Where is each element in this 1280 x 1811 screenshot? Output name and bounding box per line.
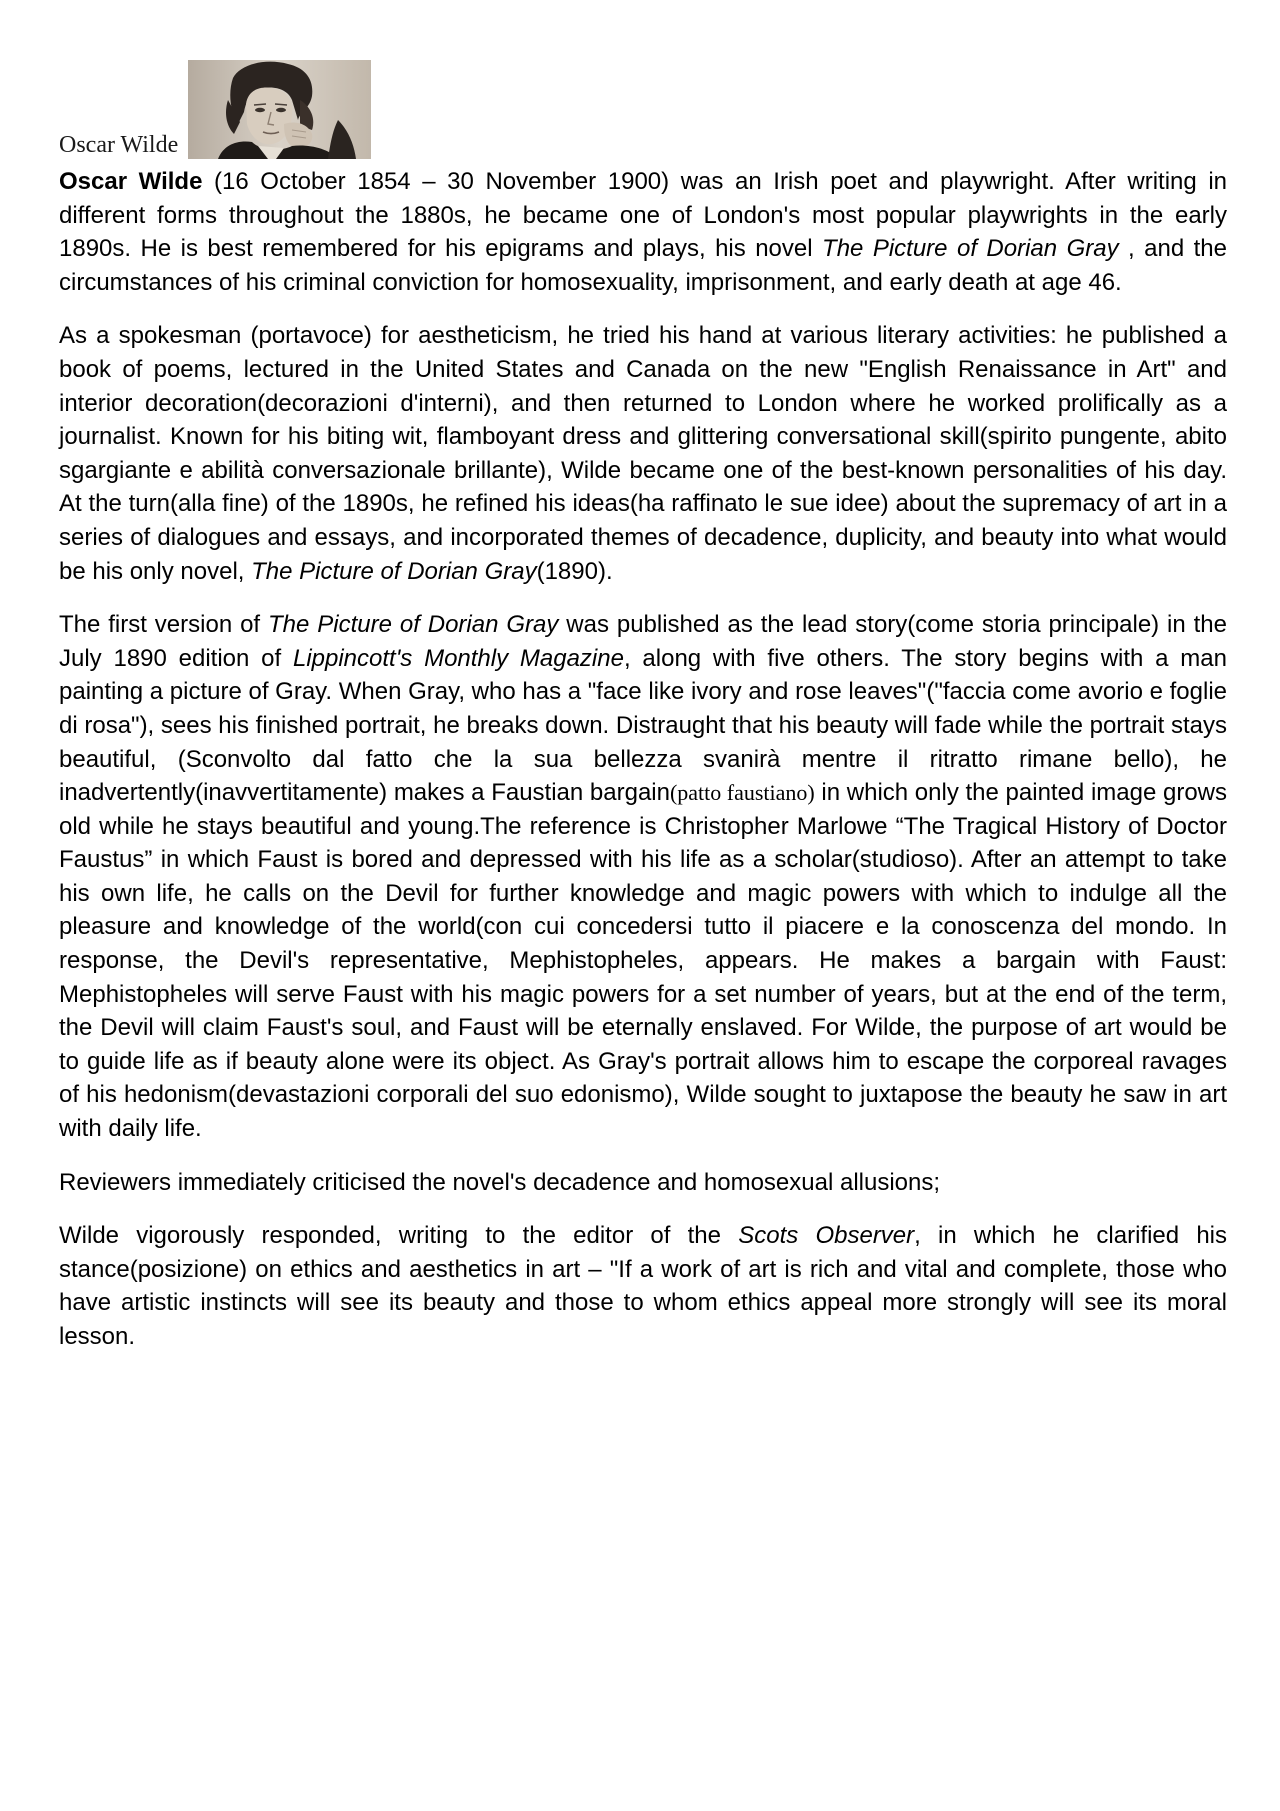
paragraph-reviewers: Reviewers immediately criticised the novel's decadence and homosexual allusions;: [59, 1168, 941, 1196]
document-page: [59, 58, 1227, 1374]
text-span: , along with five others. The story begins with a man painting a picture of Gray. When Gray, who has a "face like ivory and rose leaves"("faccia come avorio e foglie di rosa"), sees his finished portrait, he breaks down. Distraught that his beauty will fade while the portrait stays beautiful, (Sconvolto dal fatto che la sua bellezza svanirà mentre il ritratto rimane bello), he inadvertently(inavvertitamente) makes a Faustian bargain: [59, 644, 1227, 807]
text-span: in which only the painted image grows old while he stays beautiful and young.The reference is Christopher Marlowe “The Tragical History of Doctor Faustus” in which Faust is bored and depressed with his life as a scholar(studioso). After an attempt to take his own life, he calls on the Devil for further knowledge and magic powers with which to indulge all the pleasure and knowledge of the world(con cui concedersi tutto il piacere e la conoscenza del mondo. In response, the Devil's representative, Mephistopheles, appears. He makes a bargain with Faust: Mephistopheles will serve Faust with his magic powers for a set number of years, but at the end of the term, the Devil will claim Faust's soul, and Faust will be eternally enslaved. For Wilde, the purpose of art would be to guide life as if beauty alone were its object. As Gray's portrait allows him to escape the corporeal ravages of his hedonism(devastazioni corporali del suo edonismo), Wilde sought to juxtapose the beauty he saw in art with daily life.: [59, 779, 1227, 1143]
text-span: , and the circumstances of his criminal conviction for homosexuality, imprisonment, and early death at age 46.: [59, 235, 1228, 296]
text-span: As a spokesman (portavoce) for aestheticism, he tried his hand at various literary activities: he published a book of poems, lectured in the United States and Canada on the new "English Renaissance in Art" and interior decoration(decorazioni d'interni), and then returned to London where he worked prolifically as a journalist. Known for his biting wit, flamboyant dress and glittering conversational skill(spirito pungente, abito sgargiante e abilità conversazionale brillante), Wilde became one of the best-known personalities of his day. At the turn(alla fine) of the 1890s, he refined his ideas(ha raffinato le sue idee) about the supremacy of art in a series of dialogues and essays, and incorporated themes of decadence, duplicity, and beauty into what would be his only novel,: [59, 322, 1227, 585]
paragraph-intro: [59, 165, 1227, 299]
text-span: The first version of: [59, 611, 268, 639]
text-span: (1890).: [536, 557, 613, 585]
portrait-image: [188, 60, 371, 159]
text-span: (16 October 1854 – 30 November 1900) was an Irish poet and playwright. After writing in different forms throughout the 1880s, he became one of London's most popular playwrights in the early 1890s. He is best remembered for his epigrams and plays, his novel: [59, 168, 1228, 263]
document-header: [59, 58, 1227, 159]
magazine-title-italic: Lippincott's Monthly Magazine: [292, 644, 624, 672]
text-span: was published as the lead story(come storia principale) in the July 1890 edition of: [59, 611, 1227, 672]
translation-note: (patto faustiano): [669, 780, 815, 806]
text-span: , in which he clarified his stance(posizione) on ethics and aesthetics in art – "If a work of art is rich and vital and complete, those who have artistic instincts will see its beauty and those to whom ethics appeal more strongly will see its moral lesson.: [59, 1222, 1228, 1350]
newspaper-title-italic: Scots Observer: [738, 1222, 915, 1250]
book-title-italic: The Picture of Dorian Gray: [822, 235, 1119, 263]
paragraph-response: [59, 1219, 1227, 1353]
header-title: Oscar Wilde: [59, 132, 179, 158]
book-title-italic: The Picture of Dorian Gray: [268, 611, 559, 639]
subject-name-bold: Oscar Wilde: [59, 168, 203, 195]
book-title-italic: The Picture of Dorian Gray: [251, 557, 537, 585]
paragraph-dorian-gray: [59, 608, 1227, 1146]
paragraph-aestheticism: [59, 319, 1227, 588]
text-span: Wilde vigorously responded, writing to the editor of the: [59, 1222, 739, 1250]
